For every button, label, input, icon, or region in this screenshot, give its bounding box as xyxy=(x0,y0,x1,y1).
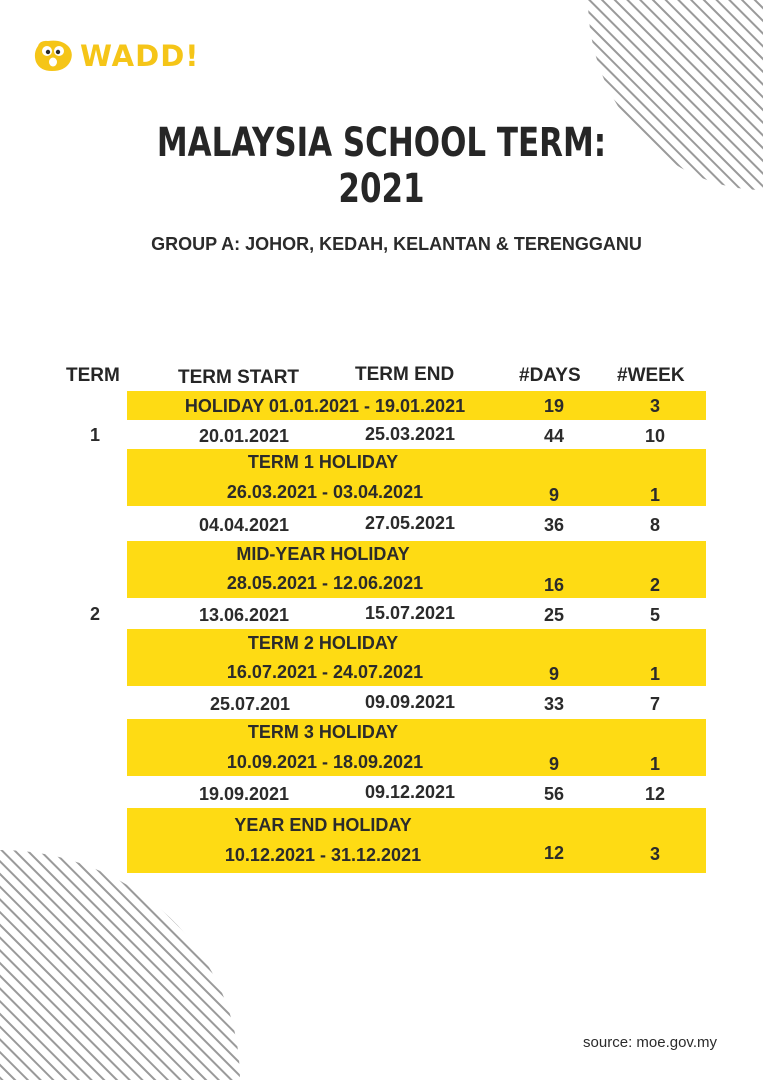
page-title xyxy=(53,120,709,212)
term-end-date: 15.07.2021 xyxy=(364,603,456,623)
term-end-date: 25.03.2021 xyxy=(364,424,456,444)
header-term-start: TERM START xyxy=(178,367,300,388)
term-end-date: 09.09.2021 xyxy=(364,692,456,712)
term-end-date: 09.12.2021 xyxy=(364,782,456,802)
term-start-date: 20.01.2021 xyxy=(198,426,290,446)
days-value: 33 xyxy=(543,694,565,714)
week-value: 1 xyxy=(649,754,661,774)
days-value: 56 xyxy=(543,784,565,804)
header-week: #WEEK xyxy=(617,365,685,386)
holiday-label: HOLIDAY 01.01.2021 - 19.01.2021 xyxy=(184,396,466,416)
term-start-date: 13.06.2021 xyxy=(198,605,290,625)
term-start-date: 19.09.2021 xyxy=(198,784,290,804)
week-value: 1 xyxy=(649,485,661,505)
days-value: 16 xyxy=(543,575,565,595)
holiday-title: TERM 3 HOLIDAY xyxy=(247,722,399,742)
week-value: 2 xyxy=(649,575,661,595)
week-value: 8 xyxy=(649,515,661,535)
week-value: 3 xyxy=(649,396,661,416)
holiday-dates: 16.07.2021 - 24.07.2021 xyxy=(226,662,424,682)
week-value: 3 xyxy=(649,844,661,864)
week-value: 12 xyxy=(644,784,666,804)
header-term: TERM xyxy=(66,365,120,386)
days-value: 12 xyxy=(543,843,565,863)
days-value: 25 xyxy=(543,605,565,625)
holiday-dates: 10.12.2021 - 31.12.2021 xyxy=(224,845,422,865)
holiday-title: TERM 1 HOLIDAY xyxy=(247,452,399,472)
brand-logo xyxy=(32,38,200,74)
days-value: 9 xyxy=(548,664,560,684)
week-value: 1 xyxy=(649,664,661,684)
days-value: 9 xyxy=(548,754,560,774)
header-days: #DAYS xyxy=(519,365,581,386)
header-term-end: TERM END xyxy=(355,364,455,385)
holiday-dates: 28.05.2021 - 12.06.2021 xyxy=(226,573,424,593)
subtitle: GROUP A: JOHOR, KEDAH, KELANTAN & TERENGGANU xyxy=(151,234,642,254)
title-line-1: MALAYSIA SCHOOL TERM: xyxy=(156,120,607,166)
holiday-title: TERM 2 HOLIDAY xyxy=(247,633,399,653)
week-value: 5 xyxy=(649,605,661,625)
holiday-dates: 10.09.2021 - 18.09.2021 xyxy=(226,752,424,772)
holiday-title: MID-YEAR HOLIDAY xyxy=(236,544,410,564)
term-number-1: 1 xyxy=(89,425,101,445)
days-value: 19 xyxy=(543,396,565,416)
term-number-2: 2 xyxy=(89,604,101,624)
term-start-date: 04.04.2021 xyxy=(198,515,290,535)
source-note: source: moe.gov.my xyxy=(583,1034,717,1051)
holiday-dates: 26.03.2021 - 03.04.2021 xyxy=(226,482,424,502)
days-value: 36 xyxy=(543,515,565,535)
days-value: 9 xyxy=(548,485,560,505)
days-value: 44 xyxy=(543,426,565,446)
holiday-title: YEAR END HOLIDAY xyxy=(234,815,412,835)
week-value: 7 xyxy=(649,694,661,714)
term-end-date: 27.05.2021 xyxy=(364,513,456,533)
chick-logo-icon xyxy=(32,38,74,74)
title-line-2: 2021 xyxy=(338,166,425,212)
week-value: 10 xyxy=(644,426,666,446)
term-start-date: 25.07.201 xyxy=(209,694,291,714)
brand-name: WADD! xyxy=(80,39,200,73)
striped-decoration-bottom-left xyxy=(0,850,240,1080)
